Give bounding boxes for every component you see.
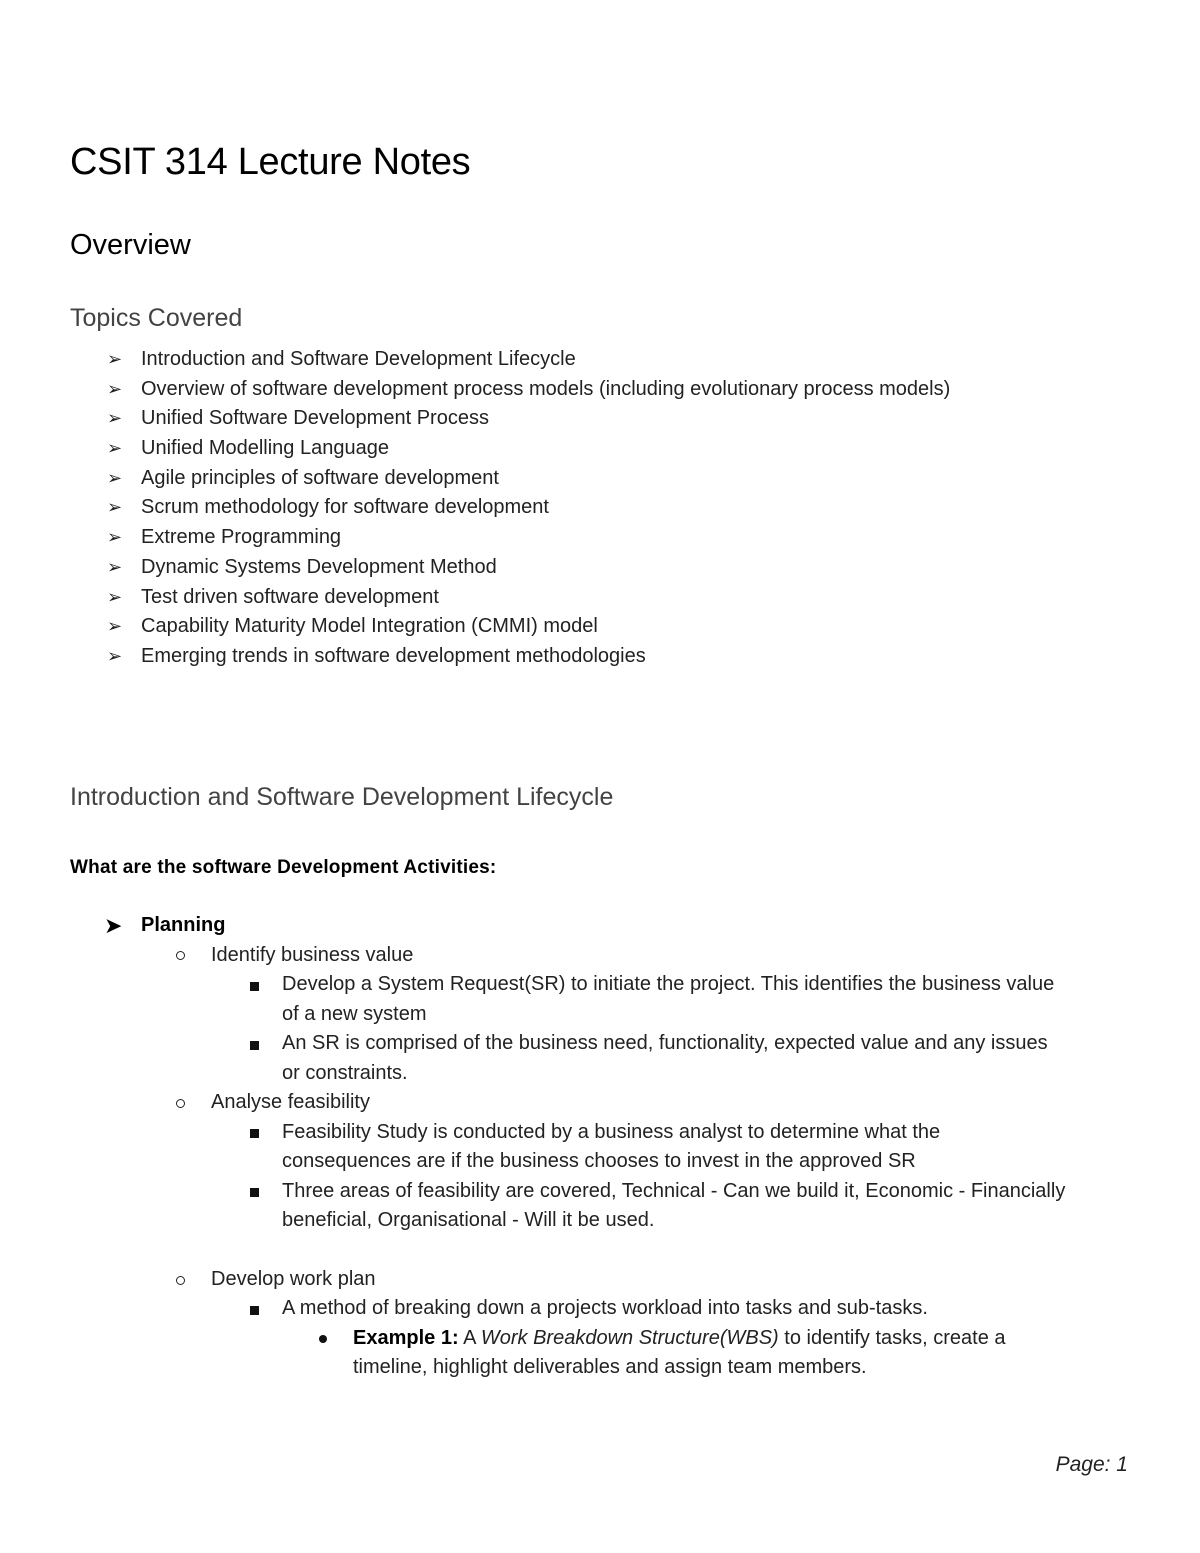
list-item: consequences are if the business chooses to invest in the approved SR xyxy=(282,1150,916,1172)
overview-heading: Overview xyxy=(70,229,191,261)
list-item: beneficial, Organisational - Will it be used. xyxy=(282,1209,655,1231)
arrow-bullet-icon: ➢ xyxy=(107,408,123,429)
page-number: Page: 1 xyxy=(1055,1453,1128,1476)
arrow-bullet-icon: ➢ xyxy=(107,616,123,637)
list-item: An SR is comprised of the business need, functionality, expected value and any issues xyxy=(282,1032,1048,1054)
feasibility-label: Analyse feasibility xyxy=(211,1091,370,1113)
list-item: A method of breaking down a projects workload into tasks and sub-tasks. xyxy=(282,1297,928,1319)
arrow-bullet-icon: ➢ xyxy=(107,378,123,399)
activities-question: What are the software Development Activities: xyxy=(70,857,497,878)
square-bullet-icon xyxy=(250,1306,259,1315)
example-suffix: to identify tasks, create a xyxy=(778,1327,1006,1349)
arrow-bullet-icon: ➢ xyxy=(107,527,123,548)
document-page: CSIT 314 Lecture Notes Overview Topics Covered ➢ Introduction and Software Development Lifecycle ➢ Overview of software development process models (including evolutionary process models) ➢ Unified Software Development Process ➢ Unified Modelling Language ➢ Agile principles of software development ➢ Scrum methodology for software development ➢ Extreme Programming ➢ Dynamic Systems Development Method ➢ Test driven software development ➢ Capability Maturity Model Integration (CMMI) model ➢ Emerging trends in software development methodologies Introduction and Software Development Lifecycle What are the software Development Activities: ➤ Planning Identify business value Develop a System Request(SR) to initiate the project. This identifies the business value of a new system An SR is comprised of the business need, functionality, expected value and any issues or constraints. Analyse feasibility Feasibility Study is conducted by a business analyst to determine what the consequences are if the business chooses to invest in the approved SR Three areas of feasibility are covered, Technical - Can we build it, Economic - Financially beneficial, Organisational - Will it be used. Develop work plan A method of breaking down a projects workload into tasks and sub-tasks. Example 1: A Work Breakdown Structure(WBS) to identify tasks, create a timeline, highlight deliverables and assign team members. Page: 1 xyxy=(0,0,1200,1553)
document-title: CSIT 314 Lecture Notes xyxy=(70,141,471,183)
example-line-2: timeline, highlight deliverables and assign team members. xyxy=(353,1356,867,1378)
intro-section-heading: Introduction and Software Development Lifecycle xyxy=(70,783,614,811)
topics-covered-heading: Topics Covered xyxy=(70,304,243,332)
arrow-bullet-icon: ➢ xyxy=(107,438,123,459)
list-item: Feasibility Study is conducted by a business analyst to determine what the xyxy=(282,1121,941,1143)
arrow-bullet-icon: ➢ xyxy=(107,645,123,666)
square-bullet-icon xyxy=(250,1129,259,1138)
example-line xyxy=(353,1324,1006,1354)
list-item: Three areas of feasibility are covered, Technical - Can we build it, Economic - Financially xyxy=(282,1180,1066,1202)
list-item: Develop a System Request(SR) to initiate the project. This identifies the business value xyxy=(282,973,1055,995)
arrow-bullet-icon: ➢ xyxy=(107,556,123,577)
square-bullet-icon xyxy=(250,1041,259,1050)
circle-bullet-icon xyxy=(176,951,185,960)
square-bullet-icon xyxy=(250,1188,259,1197)
arrow-bullet-icon: ➢ xyxy=(107,497,123,518)
example-prefix: A xyxy=(458,1327,481,1349)
list-item: of a new system xyxy=(282,1003,427,1025)
arrow-bullet-icon: ➤ xyxy=(104,913,123,938)
example-label: Example 1: xyxy=(353,1327,459,1349)
dot-bullet-icon xyxy=(319,1335,327,1343)
business-value-label: Identify business value xyxy=(211,944,414,966)
work-plan-label: Develop work plan xyxy=(211,1268,376,1290)
arrow-bullet-icon: ➢ xyxy=(107,586,123,607)
example-term: Work Breakdown Structure(WBS) xyxy=(480,1327,779,1349)
circle-bullet-icon xyxy=(176,1099,185,1108)
arrow-bullet-icon: ➢ xyxy=(107,349,123,369)
list-item: or constraints. xyxy=(282,1062,408,1084)
square-bullet-icon xyxy=(250,982,259,991)
planning-label: Planning xyxy=(141,914,226,936)
arrow-bullet-icon: ➢ xyxy=(107,467,123,488)
circle-bullet-icon xyxy=(176,1276,185,1285)
